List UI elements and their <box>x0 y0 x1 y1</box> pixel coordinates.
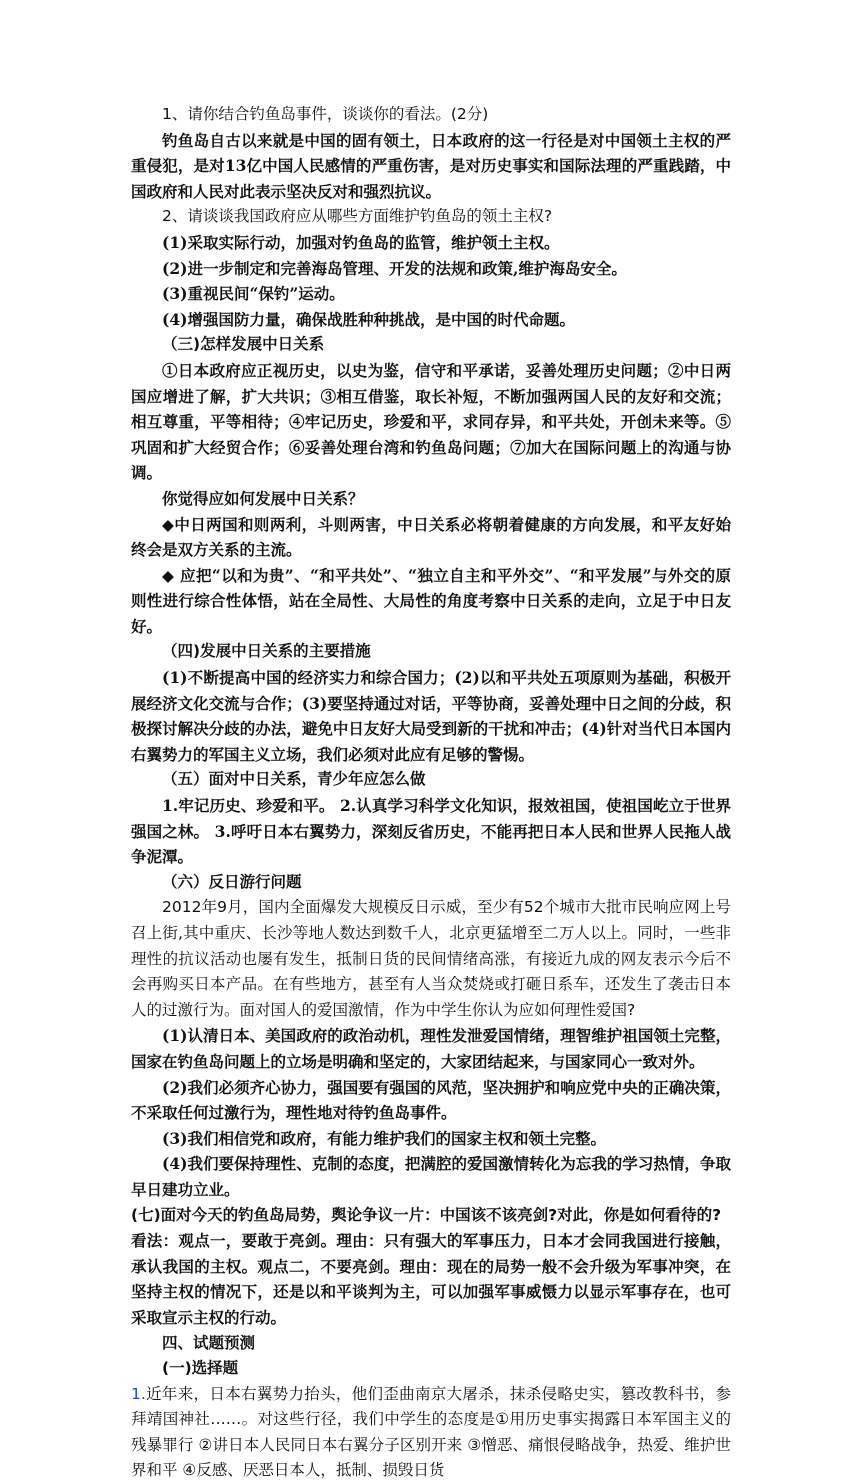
section-4-heading: （四)发展中日关系的主要措施 <box>162 642 371 661</box>
section-3-bullet-1: ◆中日两国和则两利，斗则两害，中日关系必将朝着健康的方向发展，和平友好始终会是双方关系的主流。 <box>131 514 731 560</box>
q2-item-1: (1)采取实际行动，加强对钓鱼岛的监管，维护领土主权。 <box>162 232 560 252</box>
section-6-item-2: (2)我们必须齐心协力，强国要有强国的风范，坚决拥护和响应党中央的正确决策，不采取任何过激行为，理性地对待钓鱼岛事件。 <box>131 1077 731 1123</box>
q1-answer: 钓鱼岛自古以来就是中国的固有领土，日本政府的这一行径是对中国领土主权的严重侵犯，是对13亿中国人民感情的严重伤害，是对历史事实和国际法理的严重践踏，中国政府和人民对此表示坚决反对和强烈抗议。 <box>131 130 731 201</box>
mcq-text: 近年来，日本右翼势力抬头，他们歪曲南京大屠杀，抹杀侵略史实，篡改教科书，参拜靖国神社……。对这些行径，我们中学生的态度是①用历史事实揭露日本军国主义的残暴罪行 ②讲日本人民同日本右翼分子区别开来 ③憎恶、痛恨侵略战争，热爱、维护世界和平 ④反感、厌恶日本人，抵制、损毁日货 <box>131 1384 731 1480</box>
mcq-number: 1. <box>131 1384 146 1403</box>
section-3-question: 你觉得应如何发展中日关系？ <box>162 488 364 508</box>
section-5-body: 1.牢记历史、珍爱和平。 2.认真学习科学文化知识，报效祖国，使祖国屹立于世界强国之林。 3.呼吁日本右翼势力，深刻反省历史，不能再把日本人民和世界人民拖人战争泥潭。 <box>131 796 731 867</box>
section-5-heading: （五）面对中日关系，青少年应怎么做 <box>162 770 426 789</box>
section-3-heading: （三)怎样发展中日关系 <box>162 335 325 354</box>
q2-item-2: (2)进一步制定和完善海岛管理、开发的法规和政策,维护海岛安全。 <box>162 258 627 278</box>
q2-title: 2、请谈谈我国政府应从哪些方面维护钓鱼岛的领土主权? <box>162 207 553 226</box>
section-6-heading: （六）反日游行问题 <box>162 872 302 891</box>
section-6-item-1: (1)认清日本、美国政府的政治动机，理性发泄爱国情绪，理智维护祖国领土完整，国家在钓鱼岛问题上的立场是明确和坚定的，大家团结起来，与国家同心一致对外。 <box>131 1026 731 1071</box>
q2-item-4: (4)增强国防力量，确保战胜种种挑战，是中国的时代命题。 <box>162 309 575 329</box>
section-6-body: 2012年9月，国内全面爆发大规模反日示威，至少有52个城市大批市民响应网上号召上街,其中重庆、长沙等地人数达到数千人，北京更猛增至二万人以上。同时，一些非理性的抗议活动也屡有发生，抵制日货的民间情绪高涨，有接近九成的网友表示今后不会再购买日本产品。在有些地方，甚至有人当众焚烧或打砸日系车，还发生了袭击日本人的过激行为。面对国人的爱国激情，作为中学生你认为应如何理性爱国? <box>131 898 731 1019</box>
section-6-item-4: (4)我们要保持理性、克制的态度，把满腔的爱国激情转化为忘我的学习热情，争取早日建功立业。 <box>131 1154 731 1199</box>
section-3-body: ①日本政府应正视历史，以史为鉴，信守和平承诺，妥善处理历史问题；②中日两国应增进了解，扩大共识；③相互借鉴，取长补短，不断加强两国人民的友好和交流；相互尊重，平等相待；④牢记历史，珍爱和平，求同存异，和平共处，开创未来等。⑤巩固和扩大经贸合作；⑥妥善处理台湾和钓鱼岛问题；⑦加大在国际问题上的沟通与协调。 <box>131 360 731 483</box>
q1-title: 1、请你结合钓鱼岛事件，谈谈你的看法。(2分) <box>162 105 489 123</box>
section-6-item-3: (3)我们相信党和政府，有能力维护我们的国家主权和领土完整。 <box>162 1128 606 1148</box>
q2-item-3: (3)重视民间“保钓”运动。 <box>162 284 345 304</box>
forecast-subheading: (一)选择题 <box>162 1359 239 1378</box>
section-3-bullet-2: ◆ 应把“以和为贵”、“和平共处”、“独立自主和平外交”、“和平发展”与外交的原则性进行综合性体悟，站在全局性、大局性的角度考察中日关系的走向，立足于中日友好。 <box>131 565 731 636</box>
document-body <box>131 102 731 1484</box>
section-7-body: 看法：观点一，要敢于亮剑。理由：只有强大的军事压力，日本才会同我国进行接触，承认我国的主权。观点二，不要亮剑。理由：现在的局势一般不会升级为军事冲突，在坚持主权的情况下，还是以和平谈判为主，可以加强军事威慑力以显示军事存在，也可采取宣示主权的行动。 <box>131 1231 731 1327</box>
forecast-heading: 四、试题预测 <box>162 1333 256 1352</box>
section-7-heading: (七)面对今天的钓鱼岛局势，舆论争议一片：中国该不该亮剑?对此，你是如何看待的? <box>131 1205 722 1224</box>
mcq-question-1 <box>131 1382 731 1484</box>
section-4-body: (1)不断提高中国的经济实力和综合国力；(2)以和平共处五项原则为基础，积极开展经济文化交流与合作；(3)要坚持通过对话，平等协商，妥善处理中日之间的分歧，积极探讨解决分歧的办法，避免中日友好大局受到新的干扰和冲击；(4)针对当代日本国内右翼势力的军国主义立场，我们必须对此应有足够的警惕。 <box>131 668 731 764</box>
